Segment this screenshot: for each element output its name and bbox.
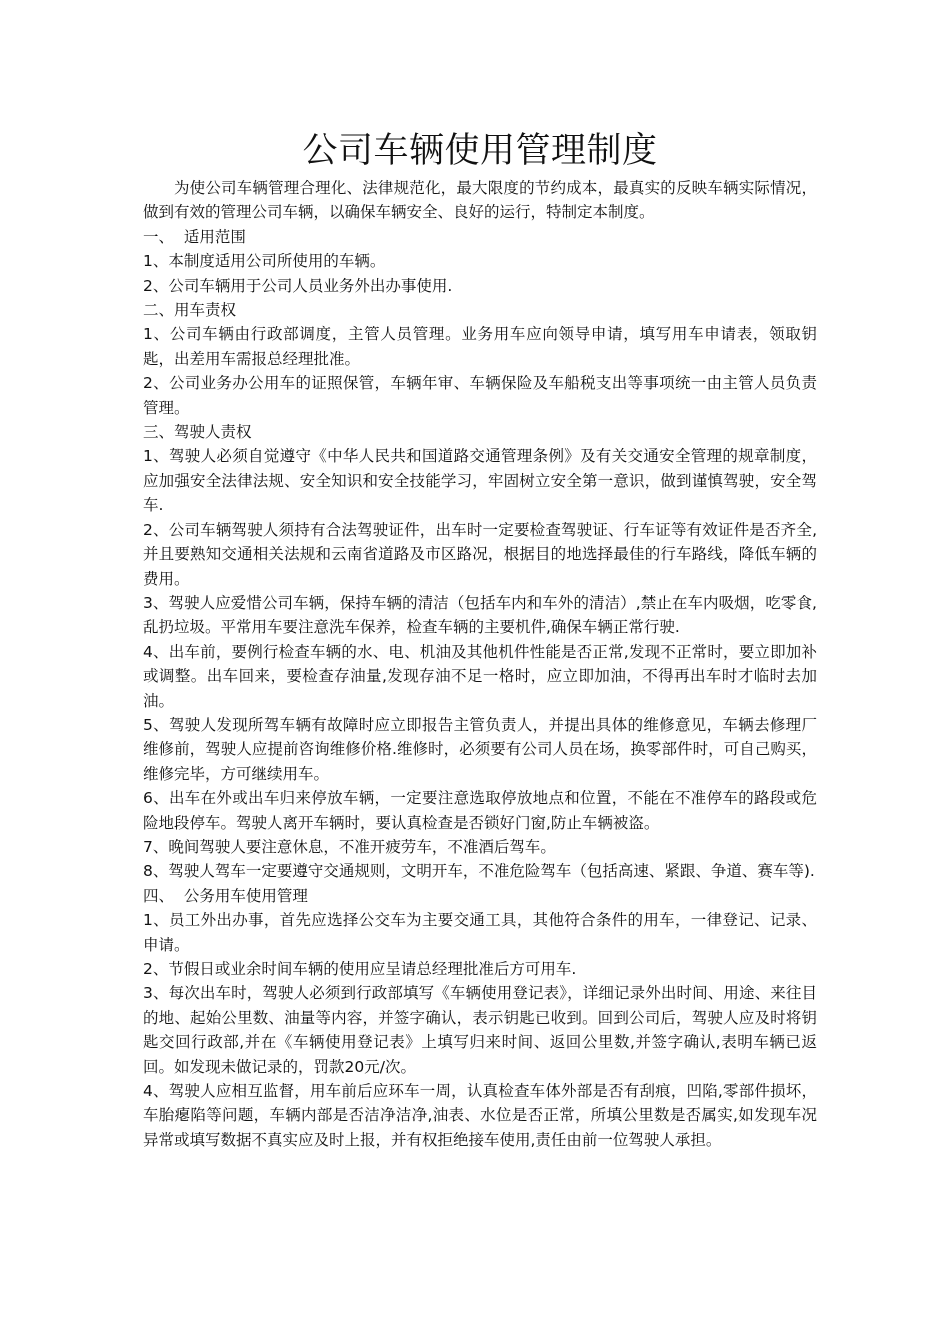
clause-item: 8、驾驶人驾车一定要遵守交通规则，文明开车，不准危险驾车（包括高速、紧跟、争道、赛车等).: [143, 862, 815, 881]
clause-item: 4、驾驶人应相互监督，用车前后应环车一周，认真检查车体外部是否有刮痕，凹陷,零部件损坏，车胎瘪陷等问题，车辆内部是否洁净洁净,油表、水位是否正常，所填公里数是否属实,如发现车况异常或填写数据不真实应及时上报，并有权拒绝接车使用,责任由前一位驾驶人承担。: [143, 1082, 817, 1149]
clause-item: 1、驾驶人必须自觉遵守《中华人民共和国道路交通管理条例》及有关交通安全管理的规章制度，应加强安全法律法规、安全知识和安全技能学习，牢固树立安全第一意识，做到谨慎驾驶，安全驾车.: [143, 447, 817, 515]
clause-item: 2、节假日或业余时间车辆的使用应呈请总经理批准后方可用车.: [143, 960, 577, 978]
clause-item: 7、晚间驾驶人要注意休息，不准开疲劳车，不准酒后驾车。: [143, 837, 556, 856]
document-body: [143, 128, 817, 1152]
clause-item: 2、公司车辆驾驶人须持有合法驾驶证件，出车时一定要检查驾驶证、行车证等有效证件是否齐全,并且要熟知交通相关法规和云南省道路及市区路况，根据目的地选择最佳的行车路线，降低车辆的费用。: [143, 520, 817, 588]
document-title: 公司车辆使用管理制度: [302, 131, 658, 171]
clause-item: 2、公司车辆用于公司人员业务外出办事使用.: [143, 276, 453, 295]
clause-item: 3、每次出车时，驾驶人必须到行政部填写《车辆使用登记表》，详细记录外出时间、用途、来往目的地、起始公里数、油量等内容，并签字确认，表示钥匙已收到。回到公司后，驾驶人应及时将钥匙交回行政部,并在《车辆使用登记表》上填写归来时间、返回公里数,并签字确认,表明车辆已返回。如发现未做记录的，罚款20元/次。: [143, 984, 817, 1076]
section-heading: 四、 公务用车使用管理: [143, 886, 308, 905]
section-heading: 一、 适用范围: [143, 227, 246, 246]
section-heading: 三、驾驶人责权: [143, 423, 252, 442]
clause-item: 3、驾驶人应爱惜公司车辆，保持车辆的清洁（包括车内和车外的清洁）,禁止在车内吸烟，吃零食,乱扔垃圾。平常用车要注意洗车保养，检查车辆的主要机件,确保车辆正常行驶.: [143, 593, 817, 637]
clause-item: 6、出车在外或出车归来停放车辆，一定要注意选取停放地点和位置，不能在不准停车的路段或危险地段停车。驾驶人离开车辆时，要认真检查是否锁好门窗,防止车辆被盗。: [143, 789, 817, 832]
clause-item: 1、公司车辆由行政部调度，主管人员管理。业务用车应向领导申请，填写用车申请表，领取钥匙，出差用车需报总经理批准。: [143, 325, 817, 368]
clause-item: 1、本制度适用公司所使用的车辆。: [143, 252, 386, 271]
clause-item: 4、出车前，要例行检查车辆的水、电、机油及其他机件性能是否正常,发现不正常时，要立即加补或调整。出车回来，要检查存油量,发现存油不足一格时，应立即加油，不得再出车时才临时去加油。: [143, 642, 817, 710]
section-heading: 二、用车责权: [143, 301, 237, 320]
clause-item: 5、驾驶人发现所驾车辆有故障时应立即报告主管负责人，并提出具体的维修意见，车辆去修理厂维修前，驾驶人应提前咨询维修价格.维修时，必须要有公司人员在场，换零部件时，可自己购买，维修完毕，方可继续用车。: [143, 715, 817, 783]
clause-item: 1、员工外出办事，首先应选择公交车为主要交通工具，其他符合条件的用车，一律登记、记录、申请。: [143, 911, 817, 954]
clause-item: 2、公司业务办公用车的证照保管，车辆年审、车辆保险及车船税支出等事项统一由主管人员负责管理。: [143, 374, 817, 417]
intro-paragraph: 为使公司车辆管理合理化、法律规范化，最大限度的节约成本，最真实的反映车辆实际情况，做到有效的管理公司车辆，以确保车辆安全、良好的运行，特制定本制度。: [143, 179, 817, 222]
paragraph-list: [143, 176, 817, 1152]
